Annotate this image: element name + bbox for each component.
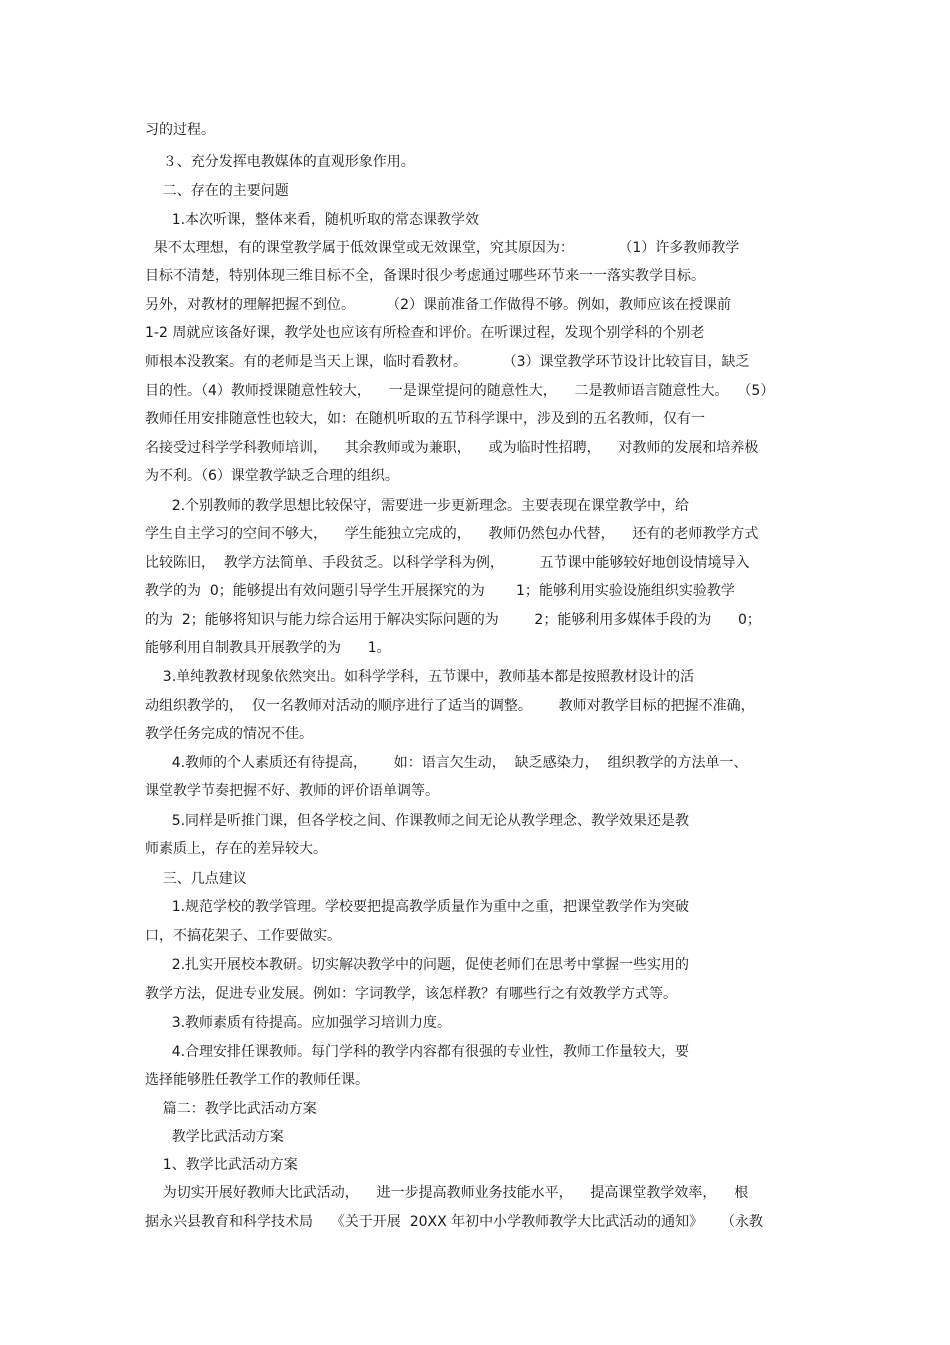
text-line: 4.合理安排任课教师。每门学科的教学内容都有很强的专业性，教师工作量较大，要: [145, 1044, 690, 1060]
text-line: 4.教师的个人素质还有待提高， 如：语言欠生动， 缺乏感染力， 组织教学的方法单一、: [145, 755, 748, 771]
text-line: 2.扎实开展校本教研。切实解决教学中的问题，促使老师们在思考中掌握一些实用的: [145, 957, 690, 973]
text-line: 1.规范学校的教学管理。学校要把提高教学质量作为重中之重，把课堂教学作为突破: [145, 899, 690, 915]
text-line: 学生自主学习的空间不够大， 学生能独立完成的， 教师仍然包办代替， 还有的老师教学方式: [145, 526, 759, 542]
text-line: 三、几点建议: [145, 871, 247, 887]
text-line: 果不太理想，有的课堂教学属于低效课堂或无效课堂，究其原因为： （1）许多教师教学: [145, 240, 740, 256]
text-line: 篇二：教学比武活动方案: [145, 1101, 317, 1117]
text-line: 动组织教学的， 仅一名教师对活动的顺序进行了适当的调整。 教师对教学目标的把握不准确，: [145, 698, 755, 714]
text-line: 目的性。（4）教师授课随意性较大， 一是课堂提问的随意性大， 二是教师语言随意性大。 （5）: [145, 383, 775, 399]
text-line: 教学比武活动方案: [145, 1129, 284, 1145]
text-line: 教学方法，促进专业发展。例如：字词教学，该怎样教？有哪些行之有效教学方式等。: [145, 986, 677, 1002]
text-line: 为切实开展好教师大比武活动， 进一步提高教师业务技能水平， 提高课堂教学效率， 根: [145, 1185, 749, 1201]
text-line: 能够利用自制教具开展教学的为 1。: [145, 640, 391, 656]
text-line: 习的过程。: [145, 122, 215, 138]
text-line: 1、教学比武活动方案: [145, 1157, 298, 1173]
text-line: 为不利。（6）课堂教学缺乏合理的组织。: [145, 468, 399, 484]
text-line: 的为 2；能够将知识与能力综合运用于解决实际问题的为 2；能够利用多媒体手段的为 0；: [145, 612, 761, 628]
text-line: 3.教师素质有待提高。应加强学习培训力度。: [145, 1015, 452, 1031]
text-line: 教学任务完成的情况不佳。: [145, 726, 313, 742]
text-line: 目标不清楚，特别体现三维目标不全，备课时很少考虑通过哪些环节来一一落实教学目标。: [145, 268, 705, 284]
text-line: 二、存在的主要问题: [145, 183, 289, 199]
text-line: 据永兴县教育和科学技术局 《关于开展 20XX 年初中小学教师教学大比武活动的通知》 （永教: [145, 1214, 763, 1230]
text-line: 比较陈旧， 教学方法简单、手段贫乏。以科学学科为例， 五节课中能够较好地创设情境导入: [145, 555, 750, 571]
text-line: 1.本次听课，整体来看，随机听取的常态课教学效: [145, 212, 480, 228]
text-line: 教师任用安排随意性也较大，如：在随机听取的五节科学课中，涉及到的五名教师，仅有一: [145, 411, 705, 427]
text-line: 教学的为 0；能够提出有效问题引导学生开展探究的为 1；能够利用实验设施组织实验教学: [145, 583, 735, 599]
text-line: 另外，对教材的理解把握不到位。 （2）课前准备工作做得不够。例如，教师应该在授课前: [145, 297, 732, 313]
text-line: 师素质上，存在的差异较大。: [145, 841, 327, 857]
text-line: 3.单纯教教材现象依然突出。如科学学科，五节课中，教师基本都是按照教材设计的活: [145, 669, 695, 685]
text-line: 师根本没教案。有的老师是当天上课，临时看教材。 （3）课堂教学环节设计比较盲目，缺乏: [145, 354, 750, 370]
text-line: ３、充分发挥电教媒体的直观形象作用。: [145, 154, 415, 170]
text-line: 口，不搞花架子、工作要做实。: [145, 928, 341, 944]
text-line: 选择能够胜任教学工作的教师任课。: [145, 1072, 369, 1088]
text-line: 2.个别教师的教学思想比较保守，需要进一步更新理念。主要表现在课堂教学中，给: [145, 498, 690, 514]
text-line: 1-2 周就应该备好课，教学处也应该有所检查和评价。在听课过程，发现个别学科的个别老: [145, 325, 705, 341]
text-line: 5.同样是听推门课，但各学校之间、作课教师之间无论从教学理念、教学效果还是教: [145, 813, 690, 829]
text-line: 名接受过科学学科教师培训， 其余教师或为兼职， 或为临时性招聘， 对教师的发展和培养极: [145, 440, 759, 456]
text-line: 课堂教学节奏把握不好、教师的评价语单调等。: [145, 783, 439, 799]
